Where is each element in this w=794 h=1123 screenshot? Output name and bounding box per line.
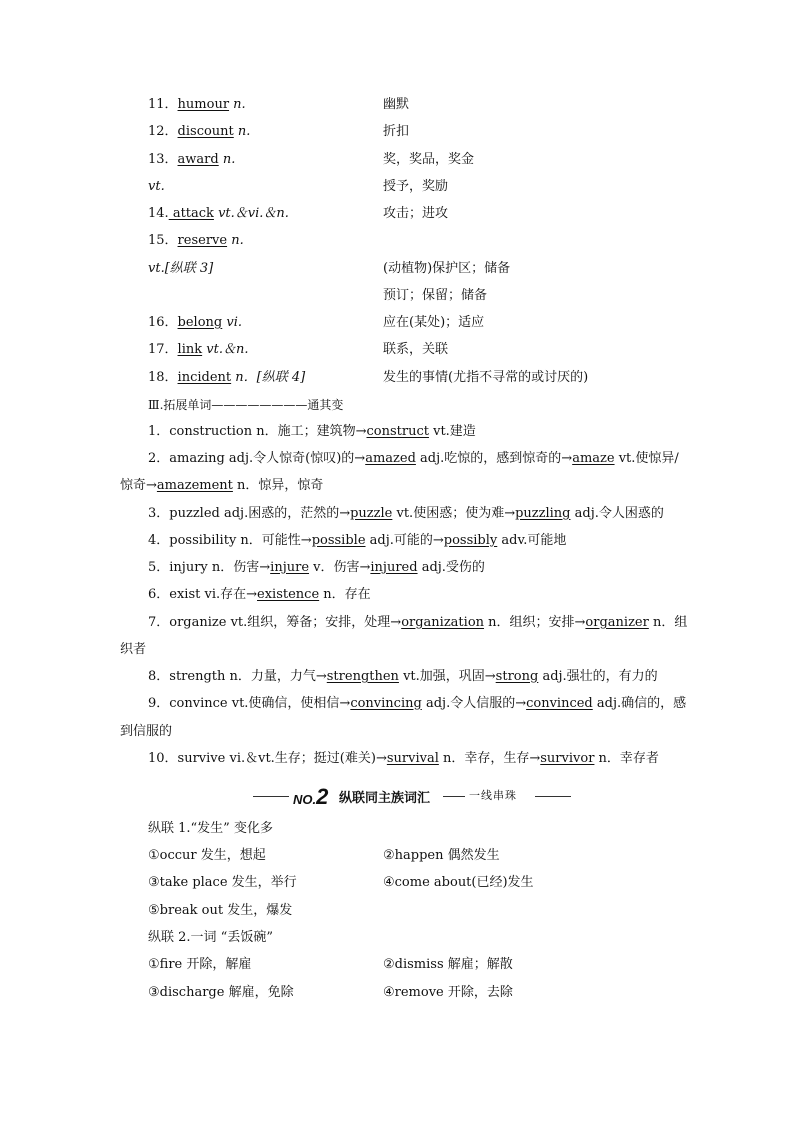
- vocab-item-11: 11．humour n.: [148, 97, 246, 112]
- expand-item-7: 7．organize vt.组织，筹备；安排，处理→organization n．组织；安排→organizer n．组: [148, 615, 688, 630]
- expand-item-4: 4．possibility n．可能性→possible adj.可能的→possibly adv.可能地: [148, 533, 567, 548]
- expand-item-10: 10．survive vi.＆vt.生存；挺过(难关)→survival n．幸存，生存→survivor n．幸存者: [148, 751, 659, 766]
- group-1-item: ③take place 发生，举行: [148, 875, 297, 890]
- vocab-meaning-17: 联系，关联: [383, 342, 449, 357]
- group-2-item: ②dismiss 解雇；解散: [383, 957, 513, 972]
- section-tag: 一线串珠: [469, 789, 517, 802]
- header-rule-mid: [443, 796, 465, 797]
- expand-item-9: 9．convince vt.使确信，使相信→convincing adj.令人信服的→convinced adj.确信的，感: [148, 696, 687, 711]
- group-1-item: ②happen 偶然发生: [383, 848, 500, 863]
- vocab-meaning-16: 应在(某处)；适应: [383, 315, 485, 330]
- vocab-item-17: 17．link vt.＆n.: [148, 342, 249, 357]
- vocab-meaning-13: 奖，奖品，奖金: [383, 152, 475, 167]
- vocab-meaning-15-n: (动植物)保护区；储备: [383, 261, 511, 276]
- vocab-item-13: 13．award n.: [148, 152, 236, 167]
- vocab-item-13-vt: vt.: [148, 179, 165, 194]
- vocab-item-16: 16．belong vi.: [148, 315, 243, 330]
- expand-item-6: 6．exist vi.存在→existence n．存在: [148, 587, 371, 602]
- vocab-meaning-18: 发生的事情(尤指不寻常的或讨厌的): [383, 370, 589, 385]
- vocab-meaning-12: 折扣: [383, 124, 410, 139]
- group-1-title: 纵联 1.“发生” 变化多: [148, 821, 273, 836]
- vocab-item-14: 14. attack vt.＆vi.＆n.: [148, 206, 289, 221]
- expand-item-2-cont: 惊奇→amazement n．惊异，惊奇: [120, 478, 324, 493]
- vocab-item-12: 12．discount n.: [148, 124, 251, 139]
- expand-item-2: 2．amazing adj.令人惊奇(惊叹)的→amazed adj.吃惊的，感到惊奇的→amaze vt.使惊异/: [148, 451, 679, 466]
- section-title: 纵联同主族词汇: [339, 791, 431, 806]
- vocab-meaning-11: 幽默: [383, 97, 410, 112]
- section-no2-header: [253, 784, 573, 808]
- expand-item-7-cont: 织者: [120, 642, 147, 657]
- vocab-item-18: 18．incident n．[纵联 4]: [148, 370, 306, 385]
- expand-item-8: 8．strength n．力量，力气→strengthen vt.加强，巩固→strong adj.强壮的，有力的: [148, 669, 658, 684]
- expand-item-1: 1．construction n．施工；建筑物→construct vt.建造: [148, 424, 476, 439]
- vocab-meaning-14: 攻击；进攻: [383, 206, 449, 221]
- expand-item-5: 5．injury n．伤害→injure v．伤害→injured adj.受伤的: [148, 560, 485, 575]
- group-1-item: ④come about(已经)发生: [383, 875, 534, 890]
- section-3-heading: Ⅲ.拓展单词————————通其变: [148, 398, 344, 412]
- vocab-item-15: 15．reserve n.: [148, 233, 244, 248]
- group-1-item: ①occur 发生，想起: [148, 848, 266, 863]
- section-number: NO.2: [293, 784, 329, 809]
- vocab-item-15-vt: vt.[纵联 3]: [148, 261, 214, 276]
- vocab-meaning-13-vt: 授予，奖励: [383, 179, 449, 194]
- vocab-meaning-15-vt: 预订；保留；储备: [383, 288, 488, 303]
- header-rule-left: [253, 796, 289, 797]
- expand-item-3: 3．puzzled adj.困惑的，茫然的→puzzle vt.使困惑；使为难→puzzling adj.令人困惑的: [148, 506, 664, 521]
- group-2-title: 纵联 2.一词 “丢饭碗”: [148, 930, 273, 945]
- group-2-item: ①fire 开除，解雇: [148, 957, 252, 972]
- group-2-item: ③discharge 解雇，免除: [148, 985, 294, 1000]
- group-1-item: ⑤break out 发生，爆发: [148, 903, 293, 918]
- group-2-item: ④remove 开除，去除: [383, 985, 513, 1000]
- header-rule-right: [535, 796, 571, 797]
- expand-item-9-cont: 到信服的: [120, 724, 173, 739]
